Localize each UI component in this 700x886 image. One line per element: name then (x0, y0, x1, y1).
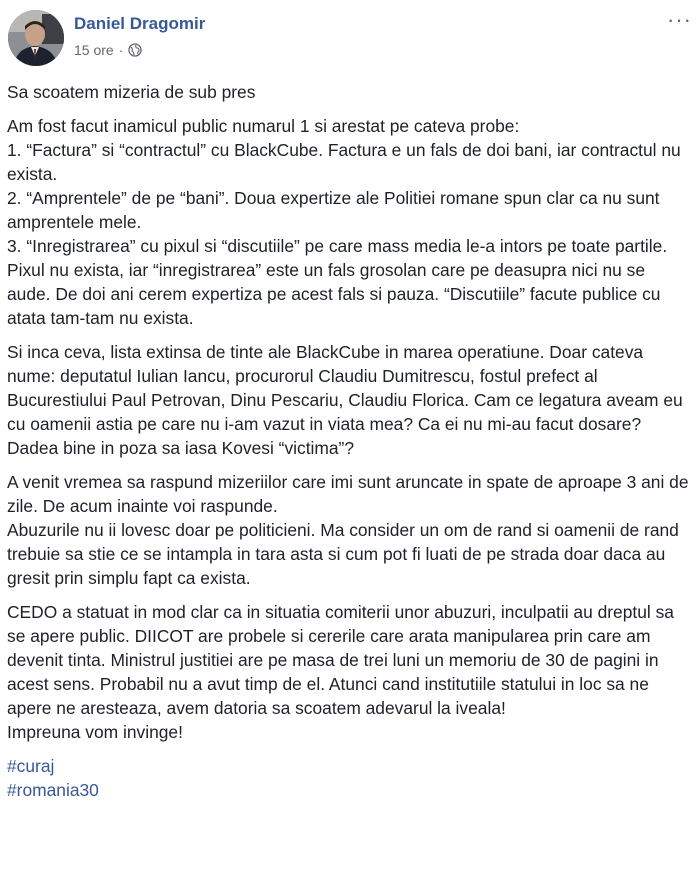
text-line: Abuzurile nu ii lovesc doar pe politicieni. Ma consider un om de rand si oamenii de rand trebuie sa stie ce se intampla in tara asta si cum pot fi luati de pe strada doar daca au gresit prin simplu fapt ca exista. (7, 520, 679, 588)
post-body (7, 80, 693, 802)
meta-separator: · (118, 42, 124, 58)
text-line: A venit vremea sa raspund mizeriilor care imi sunt aruncate in spate de aproape 3 ani de zile. De acum inainte voi raspunde. (7, 472, 689, 516)
globe-icon[interactable] (128, 43, 142, 57)
text-line: Si inca ceva, lista extinsa de tinte ale BlackCube in marea operatiune. Doar cateva nume: deputatul Iulian Iancu, procurorul Claudiu Dumitrescu, fostul prefect al Bucurestiului Paul Petrovan, Dinu Pescariu, Claudiu Florica. Cam ce legatura aveam eu cu oamenii astia pe care nu i-am vazut in viata mea? Ca ei nu mi-au facut dosare? Dadea bine in poza sa iasa Kovesi “victima”? (7, 342, 683, 458)
paragraph (7, 114, 693, 330)
paragraph (7, 600, 693, 744)
post-timestamp[interactable]: 15 ore (74, 42, 114, 58)
avatar[interactable] (8, 10, 64, 66)
paragraph (7, 80, 693, 104)
more-options-icon[interactable]: ··· (667, 7, 692, 32)
post-meta (74, 42, 142, 58)
text-line: Sa scoatem mizeria de sub pres (7, 82, 256, 102)
text-line: 1. “Factura” si “contractul” cu BlackCube. Factura e un fals de doi bani, iar contractul nu exista. (7, 140, 681, 184)
hashtag-link[interactable]: #curaj (7, 756, 55, 776)
author-name[interactable]: Daniel Dragomir (74, 14, 206, 33)
post-header (8, 7, 692, 66)
text-line: 3. “Inregistrarea” cu pixul si “discutiile” pe care mass media le-a intors pe toate partile. Pixul nu exista, iar “inregistrarea” este un fals grosolan care pe deasupra nici nu se aude. De doi ani cerem expertiza pe acest fals si pauza. “Discutiile” facute publice cu atata tam-tam nu exista. (7, 236, 668, 328)
text-line: CEDO a statuat in mod clar ca in situatia comiterii unor abuzuri, inculpatii au dreptul sa se apere public. DIICOT are probele si cererile care arata manipularea prin care am devenit tinta. Ministrul justitiei are pe masa de trei luni un memoriu de 30 de pagini in acest sens. Probabil nu a avut timp de el. Atunci cand institutiile statului in loc sa ne apere ne aresteaza, avem datoria sa scoatem adevarul la iveala! (7, 602, 674, 718)
text-line: Am fost facut inamicul public numarul 1 si arestat pe cateva probe: (7, 116, 520, 136)
text-line: 2. “Amprentele” de pe “bani”. Doua expertize ale Politiei romane spun clar ca nu sunt amprentele mele. (7, 188, 660, 232)
hashtags (7, 754, 693, 802)
text-line: Impreuna vom invinge! (7, 722, 183, 742)
paragraph (7, 340, 693, 460)
avatar-image (8, 10, 64, 66)
hashtag-link[interactable]: #romania30 (7, 780, 99, 800)
paragraph (7, 470, 693, 590)
